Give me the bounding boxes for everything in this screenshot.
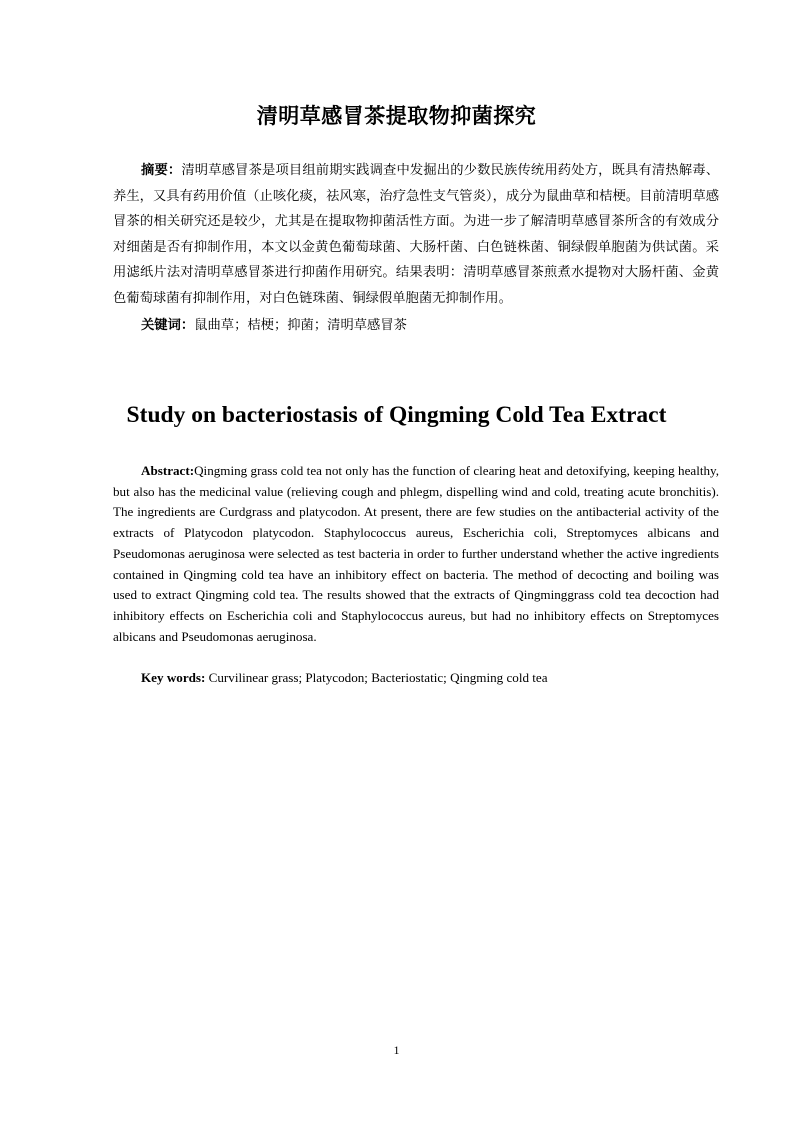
chinese-keywords [113,313,719,339]
chinese-abstract [113,158,719,312]
english-abstract [113,461,719,647]
english-abstract-text: Qingming grass cold tea not only has the function of clearing heat and detoxifying, keeping healthy, but also has the medicinal value (relieving cough and phlegm, dispelling wind and cold, treating acute bronchitis). The ingredients are Curdgrass and platycodon. At present, there are few studies on the antibacterial activity of the extracts of Platycodon platycodon. Staphylococcus aureus, Escherichia coli, Streptomyces albicans and Pseudomonas aeruginosa were selected as test bacteria in order to further understand whether the active ingredients contained in Qingming cold tea have an inhibitory effect on bacteria. The method of decocting and boiling was used to extract Qingming cold tea. The results showed that the extracts of Qingminggrass cold tea decoction had inhibitory effects on Escherichia coli and Staphylococcus aureus, but had no inhibitory effects on Streptomyces albicans and Pseudomonas aeruginosa. [113,463,719,644]
english-title: Study on bacteriostasis of Qingming Cold Tea Extract [126,402,667,428]
english-keywords-label: Key words: [141,670,206,685]
english-keywords-text: Curvilinear grass; Platycodon; Bacteriostatic; Qingming cold tea [205,670,548,685]
chinese-abstract-text: 清明草感冒茶是项目组前期实践调查中发掘出的少数民族传统用药处方，既具有清热解毒、养生，又具有药用价值（止咳化痰，祛风寒，治疗急性支气管炎），成分为鼠曲草和桔梗。目前清明草感冒茶的相关研究还是较少，尤其是在提取物抑菌活性方面。为进一步了解清明草感冒茶所含的有效成分对细菌是否有抑制作用，本文以金黄色葡萄球菌、大肠杆菌、白色链株菌、铜绿假单胞菌为供试菌。采用滤纸片法对清明草感冒茶进行抑菌作用研究。结果表明：清明草感冒茶煎煮水提物对大肠杆菌、金黄色葡萄球菌有抑制作用，对白色链珠菌、铜绿假单胞菌无抑制作用。 [113,163,720,306]
english-abstract-label: Abstract: [141,463,195,478]
page-number: 1 [393,1043,400,1057]
chinese-title: 清明草感冒茶提取物抑菌探究 [256,104,537,128]
chinese-abstract-label: 摘要： [141,163,182,178]
chinese-keywords-text: 鼠曲草；桔梗；抑菌；清明草感冒茶 [194,318,407,333]
english-keywords [113,668,719,689]
chinese-keywords-label: 关键词： [141,318,195,333]
